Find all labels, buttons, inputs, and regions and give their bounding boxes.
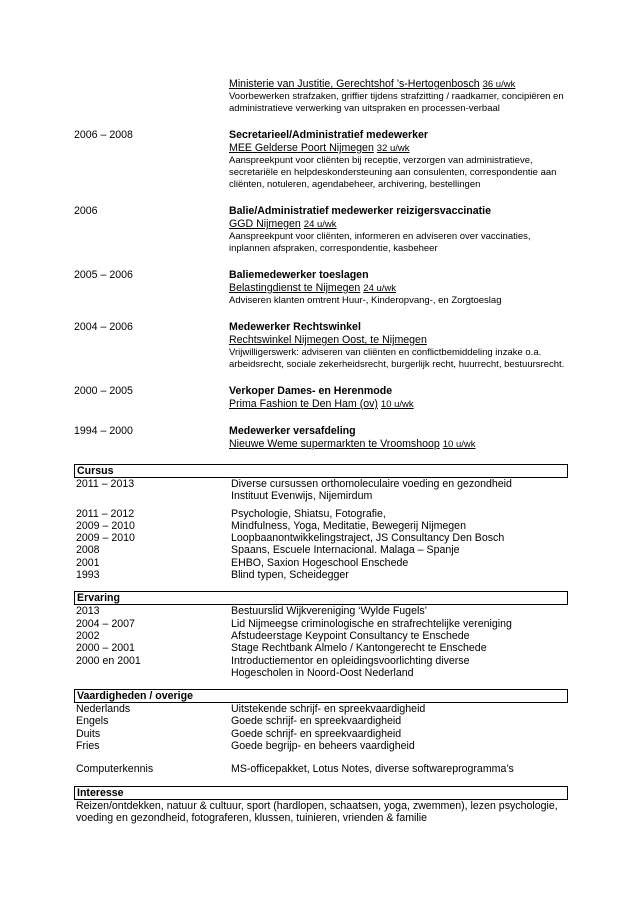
- vaardigheden-heading: Vaardigheden / overige: [74, 689, 568, 703]
- cursus-date: 2011 – 2013: [76, 478, 135, 490]
- cursus-section: [74, 464, 568, 581]
- work-date: 2006: [74, 205, 98, 217]
- work-hours: 24 u/wk: [363, 283, 397, 294]
- computer-text: MS-officepakket, Lotus Notes, diverse softwareprogramma’s: [231, 763, 514, 776]
- cursus-text: Spaans, Escuele Internacional. Malaga – Spanje: [231, 544, 460, 557]
- work-desc: Adviseren klanten omtrent Huur-, Kinderopvang-, en Zorgtoeslag: [229, 295, 502, 306]
- ervaring-date: 2002: [76, 629, 100, 642]
- cursus-date: 1993: [76, 569, 100, 582]
- cursus-heading: Cursus: [74, 464, 568, 478]
- work-title: Medewerker versafdeling: [229, 425, 356, 437]
- work-title: Baliemedewerker toeslagen: [229, 269, 369, 281]
- cursus-row: [74, 532, 568, 544]
- work-hours: 10 u/wk: [442, 439, 476, 450]
- ervaring-text: Bestuurslid Wijkvereniging ‘Wylde Fugels’: [231, 605, 427, 618]
- ervaring-rows: [74, 605, 568, 679]
- cursus-row: [74, 557, 568, 569]
- cursus-date: [74, 490, 231, 502]
- top-entry: [229, 78, 568, 115]
- work-entry: [74, 385, 568, 411]
- cursus-date: 2009 – 2010: [76, 519, 135, 532]
- work-date: 2006 – 2008: [74, 129, 133, 141]
- work-info: [229, 269, 568, 307]
- ervaring-date: 2013: [76, 605, 100, 618]
- work-hours: 10 u/wk: [380, 399, 414, 410]
- cursus-text: Instituut Evenwijs, Nijemirdum: [231, 490, 373, 503]
- work-desc: Aanspreekpunt voor cliënten bij receptie, verzorgen van administratieve, secretariële en helpdeskondersteuning aan consulenten, correspondentie aan cliënten, notuleren, agendabeheer, archivering, bestellingen: [229, 155, 557, 190]
- work-org-line: [229, 218, 568, 231]
- vaardigheden-text: Uitstekende schrijf- en spreekvaardigheid: [231, 703, 426, 716]
- ervaring-text: Hogescholen in Noord-Oost Nederland: [231, 666, 414, 679]
- work-date: 2004 – 2006: [74, 321, 133, 333]
- ervaring-row: [74, 618, 568, 630]
- vaardigheden-rows: [74, 703, 568, 752]
- top-entry-org: Ministerie van Justitie, Gerechtshof ’s-Hertogenbosch: [229, 78, 480, 90]
- work-title: Secretarieel/Administratief medewerker: [229, 129, 429, 141]
- top-entry-desc: Voorbewerken strafzaken, griffier tijdens strafzitting / raadkamer, concipiëren en administratieve verwerking van uitspraken en processen-verbaal: [229, 91, 564, 114]
- vaardigheden-date: Nederlands: [76, 703, 131, 716]
- work-entry: [74, 129, 568, 191]
- vaardigheden-row: [74, 715, 568, 727]
- interesse-heading: Interesse: [74, 786, 568, 800]
- cv-content: [74, 78, 568, 824]
- cursus-row: [74, 478, 568, 490]
- work-list: [74, 129, 568, 451]
- work-title: Medewerker Rechtswinkel: [229, 321, 361, 333]
- cursus-text: EHBO, Saxion Hogeschool Enschede: [231, 556, 409, 569]
- work-org-line: [229, 398, 568, 411]
- ervaring-row: [74, 667, 568, 679]
- ervaring-row: [74, 655, 568, 667]
- work-date: 2005 – 2006: [74, 269, 133, 281]
- work-org-line: [229, 334, 568, 347]
- cursus-text: Diverse cursussen orthomoleculaire voeding en gezondheid: [231, 478, 512, 490]
- work-hours: 32 u/wk: [376, 143, 410, 154]
- top-entry-hours: 36 u/wk: [482, 79, 516, 90]
- cursus-row: [74, 569, 568, 581]
- work-org: GGD Nijmegen: [229, 218, 301, 230]
- work-org: Nieuwe Weme supermarkten te Vroomshoop: [229, 438, 440, 450]
- cursus-text: Psychologie, Shiatsu, Fotografie,: [231, 507, 386, 520]
- work-desc: Vrijwilligerswerk: adviseren van cliënten en conflictbemiddeling inzake o.a. arbeidsrecht, sociale zekerheidsrecht, burgerlijk recht, huurrecht, bestuursrecht.: [229, 347, 565, 370]
- vaardigheden-row: [74, 728, 568, 740]
- computer-label: Computerkennis: [76, 763, 154, 776]
- cursus-row: [74, 490, 568, 502]
- work-entry: [74, 321, 568, 371]
- interesse-section: [74, 786, 568, 825]
- ervaring-row: [74, 605, 568, 617]
- work-entry: [74, 425, 568, 451]
- work-org-line: [229, 282, 568, 295]
- cursus-row: [74, 544, 568, 556]
- work-info: [229, 321, 568, 371]
- cursus-date: 2009 – 2010: [76, 532, 135, 545]
- work-info: [229, 129, 568, 191]
- work-org: Prima Fashion te Den Ham (ov): [229, 398, 378, 410]
- ervaring-date: [74, 667, 231, 679]
- interesse-text: Reizen/ontdekken, natuur & cultuur, sport (hardlopen, schaatsen, yoga, zwemmen), lezen psychologie, voeding en gezondheid, fotograferen, klussen, tuinieren, vrienden & familie: [76, 799, 558, 824]
- cursus-text: Mindfulness, Yoga, Meditatie, Bewegerij Nijmegen: [231, 519, 466, 532]
- cursus-row: [74, 520, 568, 532]
- vaardigheden-row: [74, 703, 568, 715]
- cursus-text: Blind typen, Scheidegger: [231, 569, 349, 582]
- work-info: [229, 425, 568, 451]
- vaardigheden-date: Duits: [76, 727, 101, 740]
- work-title: Balie/Administratief medewerker reizigersvaccinatie: [229, 205, 492, 217]
- vaardigheden-text: Goede schrijf- en spreekvaardigheid: [231, 715, 402, 728]
- vaardigheden-date: Engels: [76, 715, 109, 728]
- work-org: Rechtswinkel Nijmegen Oost, te Nijmegen: [229, 334, 427, 346]
- work-org-line: [229, 438, 568, 451]
- work-org-line: [229, 142, 568, 155]
- ervaring-row: [74, 630, 568, 642]
- ervaring-heading: Ervaring: [74, 591, 568, 605]
- cursus-date: 2011 – 2012: [76, 507, 135, 520]
- cursus-text: Loopbaanontwikkelingstraject, JS Consultancy Den Bosch: [231, 532, 505, 545]
- work-title: Verkoper Dames- en Herenmode: [229, 385, 393, 397]
- work-desc: Aanspreekpunt voor cliënten, informeren en adviseren over vaccinaties, inplannen afspraken, correspondentie, kasbeheer: [229, 231, 531, 254]
- cursus-row: [74, 508, 568, 520]
- cursus-date: 2008: [76, 544, 100, 557]
- ervaring-text: Lid Nijmeegse criminologische en strafrechtelijke vereniging: [231, 617, 512, 630]
- ervaring-text: Introductiementor en opleidingsvoorlichting diverse: [231, 654, 470, 667]
- ervaring-text: Stage Rechtbank Almelo / Kantongerecht te Enschede: [231, 642, 487, 655]
- cursus-date: 2001: [76, 556, 100, 569]
- ervaring-date: 2000 en 2001: [76, 654, 141, 667]
- work-entry: [74, 205, 568, 255]
- vaardigheden-text: Goede begrijp- en beheers vaardigheid: [231, 740, 415, 753]
- vaardigheden-date: Fries: [76, 740, 100, 753]
- work-info: [229, 385, 568, 411]
- work-date: 1994 – 2000: [74, 425, 133, 437]
- cursus-rows: [74, 478, 568, 581]
- work-org: Belastingdienst te Nijmegen: [229, 282, 361, 294]
- ervaring-row: [74, 642, 568, 654]
- work-hours: 24 u/wk: [303, 219, 337, 230]
- work-org: MEE Gelderse Poort Nijmegen: [229, 142, 374, 154]
- ervaring-section: [74, 591, 568, 679]
- work-info: [229, 205, 568, 255]
- work-date: 2000 – 2005: [74, 385, 133, 397]
- ervaring-text: Afstudeerstage Keypoint Consultancy te Enschede: [231, 629, 470, 642]
- vaardigheden-text: Goede schrijf- en spreekvaardigheid: [231, 727, 402, 740]
- vaardigheden-row: [74, 740, 568, 752]
- vaardigheden-section: [74, 689, 568, 775]
- computer-row: [74, 763, 568, 775]
- ervaring-date: 2004 – 2007: [76, 617, 135, 630]
- ervaring-date: 2000 – 2001: [76, 642, 135, 655]
- work-entry: [74, 269, 568, 307]
